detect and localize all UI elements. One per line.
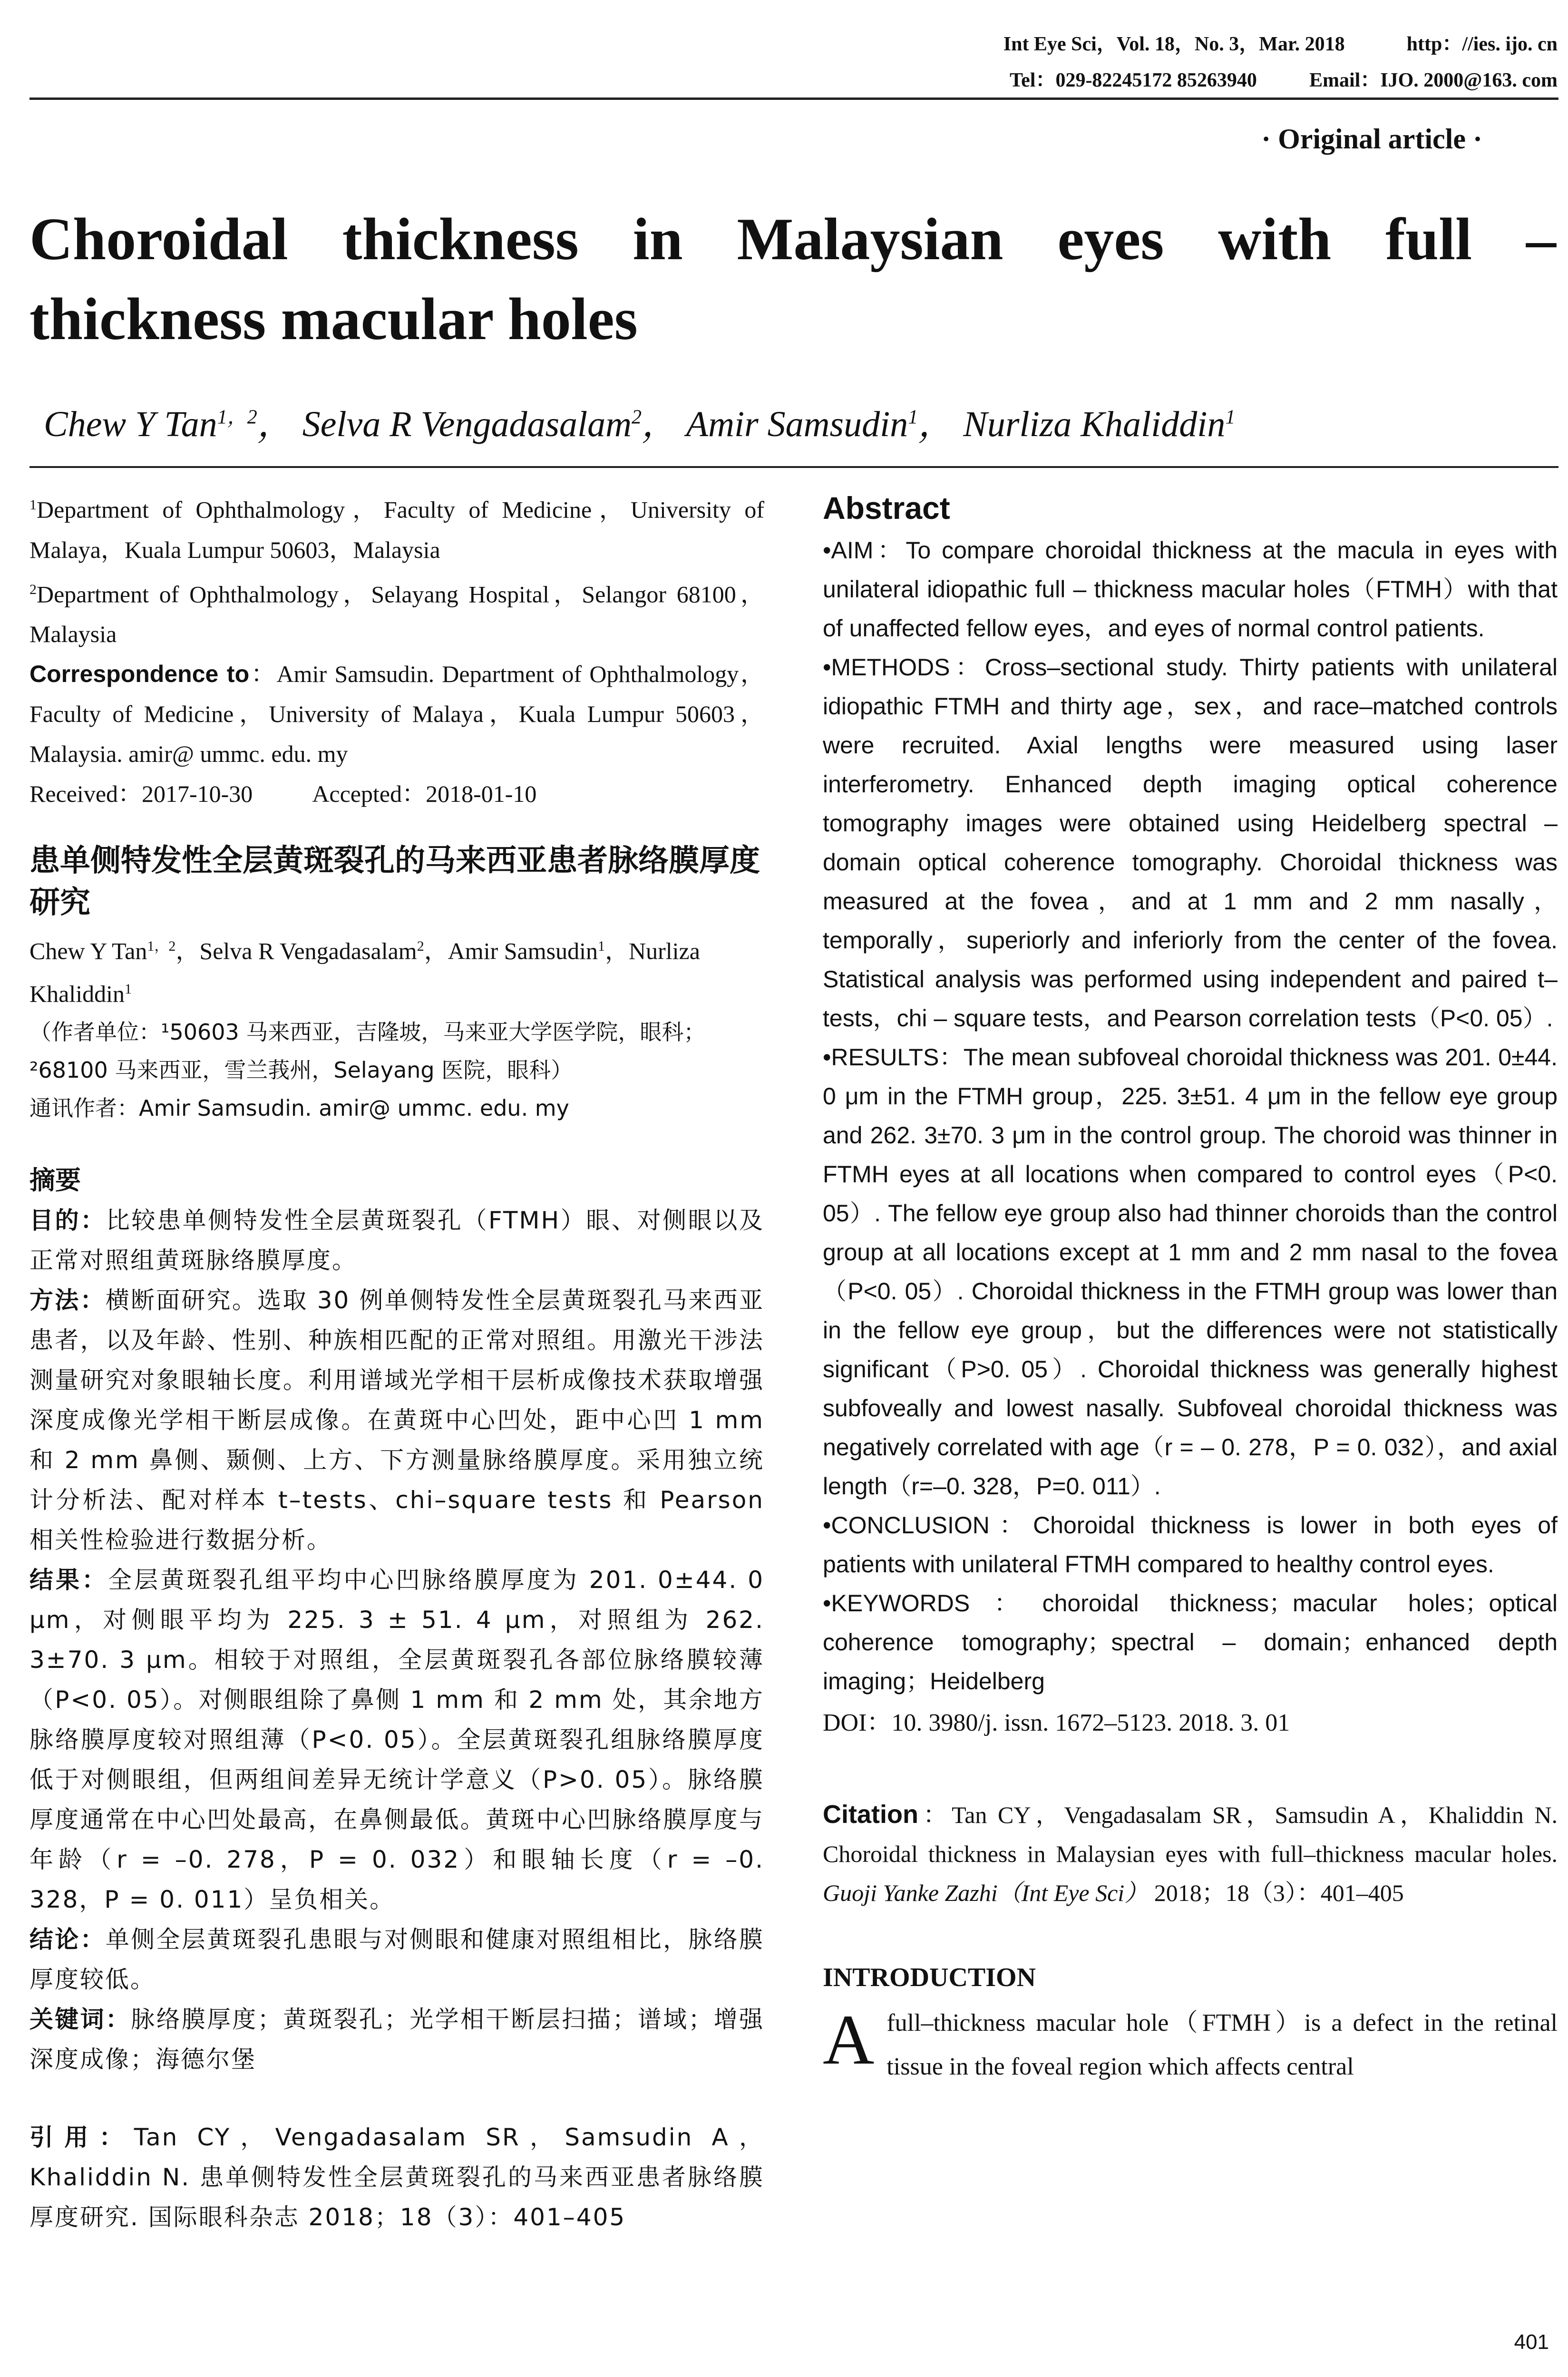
section-text: 比较患单侧特发性全层黄斑裂孔（FTMH）眼、对侧眼以及正常对照组黄斑脉络膜厚度。 (29, 1206, 764, 1274)
section-label: 结果： (29, 1566, 108, 1594)
author-name: ，Amir Samsudin (424, 937, 598, 964)
journal-email[interactable]: Email：IJO. 2000@163. com (1309, 69, 1558, 91)
citation-journal: Guoji Yanke Zazhi（Int Eye Sci） (823, 1880, 1149, 1906)
chinese-methods (29, 1280, 764, 1560)
chinese-title: 患单侧特发性全层黄斑裂孔的马来西亚患者脉络膜厚度研究 (29, 843, 760, 921)
abstract-aim (823, 531, 1558, 648)
section-label: 目的： (29, 1206, 106, 1234)
received-date: Received：2017-10-30 (29, 780, 253, 808)
affil-sup: 2 (29, 581, 37, 597)
right-column (823, 485, 1558, 2089)
abstract-conclusion (823, 1506, 1558, 1584)
journal-url[interactable]: http：//ies. ijo. cn (1406, 33, 1558, 55)
author-affil-sup: 1 (598, 938, 605, 955)
section-label: •KEYWORDS： (823, 1590, 1042, 1617)
abstract-keywords (823, 1584, 1558, 1701)
drop-cap: A (823, 2000, 875, 2079)
abstract-results (823, 1038, 1558, 1506)
accepted-date: Accepted：2018-01-10 (312, 780, 537, 808)
journal-citation: Int Eye Sci，Vol. 18，No. 3，Mar. 2018 (1003, 33, 1345, 55)
chinese-author-list (29, 927, 764, 1013)
author-affil-sup: 1 (908, 406, 918, 429)
page-number: 401 (1514, 2330, 1549, 2354)
section-text: To compare choroidal thickness at the macula in eyes with unilateral idiopathic full – thickness macular holes（FTMH）with that of unaffected fellow eyes，and eyes of normal control patients. (823, 537, 1558, 642)
affiliation-1: Department of Ophthalmology，Faculty of Medicine，University of Malaya，Kuala Lumpur 50603，Malaysia (29, 496, 764, 563)
chinese-keywords (29, 1999, 764, 2079)
chinese-abstract-heading: 摘要 (29, 1165, 81, 1195)
title-line-1: Choroidal thickness in Malaysian eyes with full – (29, 206, 1556, 273)
section-text: Choroidal thickness is lower in both eyes of patients with unilateral FTMH compared to healthy control eyes. (823, 1512, 1558, 1578)
citation-text: ：Tan CY，Vengadasalam SR，Samsudin A，Khaliddin N. Choroidal thickness in Malaysian eyes with full–thickness macular holes. (823, 1802, 1558, 1867)
author-name: Chew Y Tan (29, 937, 147, 964)
section-text: 单侧全层黄斑裂孔患眼与对侧眼和健康对照组相比，脉络膜厚度较低。 (29, 1925, 765, 1993)
chinese-citation (29, 2117, 764, 2237)
affiliations (29, 485, 764, 814)
citation-block (823, 1795, 1558, 1912)
intro-paragraph: full–thickness macular hole（FTMH）is a defect in the retinal tissue in the foveal region which affects central (886, 2009, 1558, 2080)
author-affil-sup: 1 (124, 981, 132, 997)
correspondence-label: Correspondence to (29, 661, 250, 688)
affiliation-2: Department of Ophthalmology，Selayang Hospital，Selangor 68100，Malaysia (29, 581, 764, 648)
chinese-affiliation: （作者单位：¹50603 马来西亚，吉隆坡，马来亚大学医学院，眼科；²68100 马来西亚，雪兰莪州，Selayang 医院，眼科） (29, 1019, 706, 1083)
article-type: · Original article · (1261, 123, 1482, 155)
author-affil-sup: 1，2 (147, 938, 176, 955)
chinese-aim (29, 1200, 764, 1280)
affil-sup: 1 (29, 497, 37, 513)
section-label: •METHODS： (823, 654, 985, 681)
chinese-results (29, 1560, 764, 1919)
section-text: Tan CY，Vengadasalam SR，Samsudin A，Khaliddin N. 患单侧特发性全层黄斑裂孔的马来西亚患者脉络膜厚度研究. 国际眼科杂志 2018；18（3）：401–405 (29, 2123, 764, 2231)
title-line-2: thickness macular holes (29, 286, 638, 352)
introduction-heading: INTRODUCTION (823, 1963, 1036, 1992)
abstract-methods (823, 648, 1558, 1038)
section-text: choroidal thickness；macular holes；optical coherence tomography；spectral – domain；enhanced depth imaging；Heidelberg (823, 1590, 1558, 1695)
author-name: Amir Samsudin (686, 404, 908, 444)
left-column (29, 485, 764, 2237)
author-list: Chew Y Tan$^{1,2}$， Selva R Vengadasalam$^2$， Amir Samsudin$^1$， Nurliza Khaliddin$^1$ (44, 404, 1236, 444)
section-text: 横断面研究。选取 30 例单侧特发性全层黄斑裂孔马来西亚患者，以及年龄、性别、种族相匹配的正常对照组。用激光干涉法测量研究对象眼轴长度。利用谱域光学相干层析成像技术获取增强深度成像光学相干断层成像。在黄斑中心凹处，距中心凹 1 mm 和 2 mm 鼻侧、颞侧、上方、下方测量脉络膜厚度。采用独立统计分析法、配对样本 t–tests、chi–square tests 和 Pearson 相关性检验进行数据分析。 (29, 1286, 765, 1554)
author-affil-sup: 2 (632, 406, 642, 429)
author-affil-sup: 1 (1225, 406, 1236, 429)
paper-title (29, 200, 1556, 360)
chinese-correspondence: 通讯作者：Amir Samsudin. amir@ ummc. edu. my (29, 1095, 569, 1121)
author-name: ，Nurliza Khaliddin (29, 937, 700, 1007)
header-divider (29, 97, 1558, 100)
chinese-conclusion (29, 1919, 764, 1999)
citation-tail: 2018；18（3）：401–405 (1148, 1880, 1404, 1906)
author-name: Chew Y Tan (44, 404, 217, 444)
author-affil-sup: 2 (417, 938, 424, 955)
author-name: ，Selva R Vengadasalam (175, 937, 417, 964)
section-label: •CONCLUSION： (823, 1512, 1033, 1539)
introduction-text (823, 2001, 1558, 2089)
doi[interactable]: DOI：10. 3980/j. issn. 1672–5123. 2018. 3. 01 (823, 1709, 1290, 1736)
section-label: 引用： (29, 2123, 134, 2151)
author-name: Selva R Vengadasalam (302, 404, 632, 444)
journal-header (1003, 26, 1558, 98)
journal-phone: Tel：029-82245172 85263940 (1009, 69, 1257, 91)
abstract-heading: Abstract (823, 490, 950, 526)
author-divider (29, 466, 1558, 468)
correspondence-text: ：Amir Samsudin. Department of Ophthalmology，Faculty of Medicine，University of Malaya，Kuala Lumpur 50603，Malaysia. amir@ ummc. edu. my (29, 661, 764, 768)
section-label: 方法： (29, 1286, 106, 1314)
section-label: 关键词： (29, 2005, 131, 2033)
section-text: 脉络膜厚度；黄斑裂孔；光学相干断层扫描；谱域；增强深度成像；海德尔堡 (29, 2005, 765, 2073)
section-label: 结论： (29, 1925, 106, 1953)
section-text: The mean subfoveal choroidal thickness was 201. 0±44. 0 μm in the FTMH group，225. 3±51. 4 μm in the fellow eye group and 262. 3±70. 3 μm in the control group. The choroid was thinner in FTMH eyes at all locations when compared to control eyes（P<0. 05）. The fellow eye group also had thinner choroids than the control group at all locations except at 1 mm and 2 mm nasal to the fovea（P<0. 05）. Choroidal thickness in the FTMH group was lower than in the fellow eye group，but the differences were not statistically significant（P>0. 05）. Choroidal thickness was generally highest subfoveally and lowest nasally. Subfoveal choroidal thickness was negatively correlated with age（r = – 0. 278，P = 0. 032），and axial length（r=–0. 328，P=0. 011）. (823, 1044, 1558, 1500)
section-text: 全层黄斑裂孔组平均中心凹脉络膜厚度为 201. 0±44. 0 μm，对侧眼平均为 225. 3 ± 51. 4 μm，对照组为 262. 3±70. 3 μm。相较于对照组，全层黄斑裂孔各部位脉络膜较薄（P<0. 05）。对侧眼组除了鼻侧 1 mm 和 2 mm 处，其余地方脉络膜厚度较对照组薄（P<0. 05）。全层黄斑裂孔组脉络膜厚度低于对侧眼组，但两组间差异无统计学意义（P>0. 05）。脉络膜厚度通常在中心凹处最高，在鼻侧最低。黄斑中心凹脉络膜厚度与年龄（r = –0. 278，P = 0. 032）和眼轴长度（r = –0. 328，P = 0. 011）呈负相关。 (29, 1566, 765, 1913)
author-name: Nurliza Khaliddin (963, 404, 1226, 444)
section-text: Cross–sectional study. Thirty patients with unilateral idiopathic FTMH and thirty age，sex，and race–matched controls were recruited. Axial lengths were measured using laser interferometry. Enhanced depth imaging optical coherence tomography images were obtained using Heidelberg spectral – domain optical coherence tomography. Choroidal thickness was measured at the fovea，and at 1 mm and 2 mm nasally，temporally，superiorly and inferiorly from the center of the fovea. Statistical analysis was performed using independent and paired t–tests，chi – square tests，and Pearson correlation tests（P<0. 05）. (823, 654, 1558, 1032)
author-affil-sup: 1，2 (217, 406, 257, 429)
citation-label: Citation (823, 1800, 918, 1829)
section-label: •AIM： (823, 537, 906, 564)
section-label: •RESULTS： (823, 1044, 964, 1071)
